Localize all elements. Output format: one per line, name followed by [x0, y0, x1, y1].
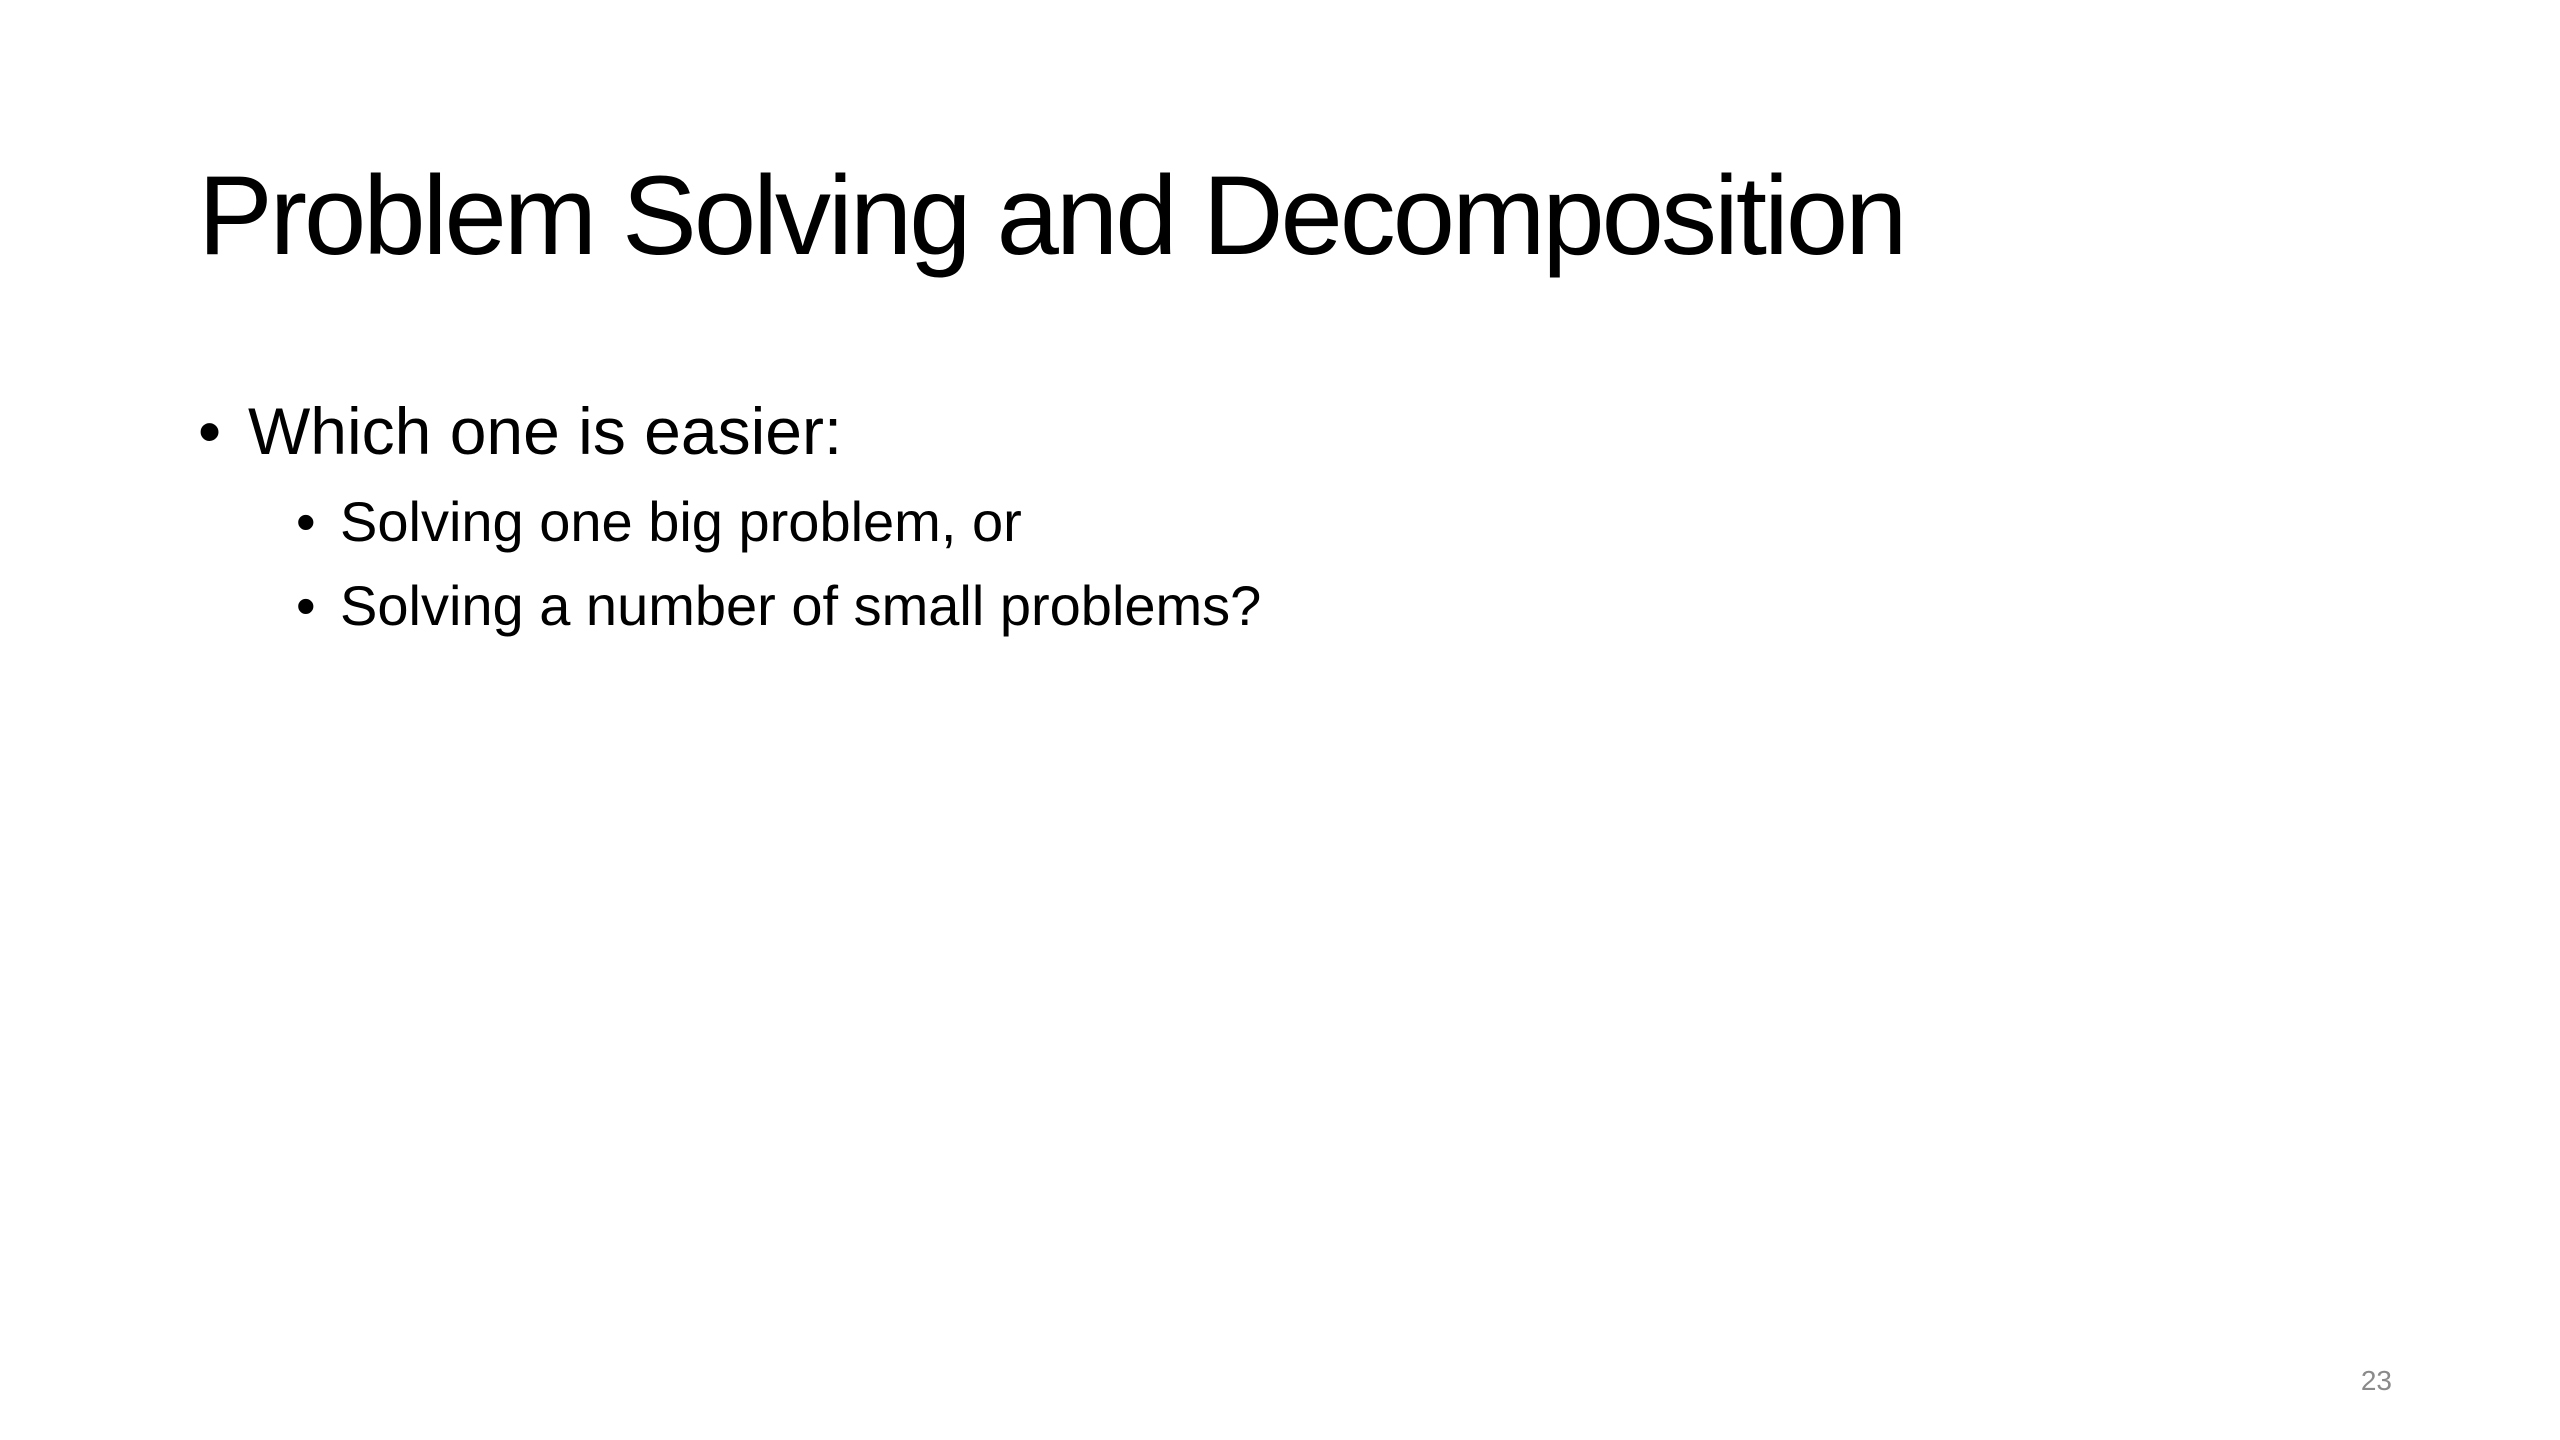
bullet-marker: • — [296, 490, 316, 553]
sub-bullet-item — [296, 564, 2398, 648]
bullet-marker: • — [198, 394, 222, 468]
slide-body — [198, 386, 2398, 648]
bullet-marker: • — [296, 574, 316, 637]
bullet-item — [198, 386, 2398, 476]
sub-bullet-item — [296, 480, 2398, 564]
page-number: 23 — [2360, 1365, 2392, 1396]
slide-title: Problem Solving and Decomposition — [198, 153, 1905, 278]
sub-bullet-text: Solving a number of small problems? — [340, 574, 1262, 637]
sub-bullet-list — [198, 480, 2398, 648]
bullet-text: Which one is easier: — [248, 394, 843, 468]
sub-bullet-text: Solving one big problem, or — [340, 490, 1022, 553]
